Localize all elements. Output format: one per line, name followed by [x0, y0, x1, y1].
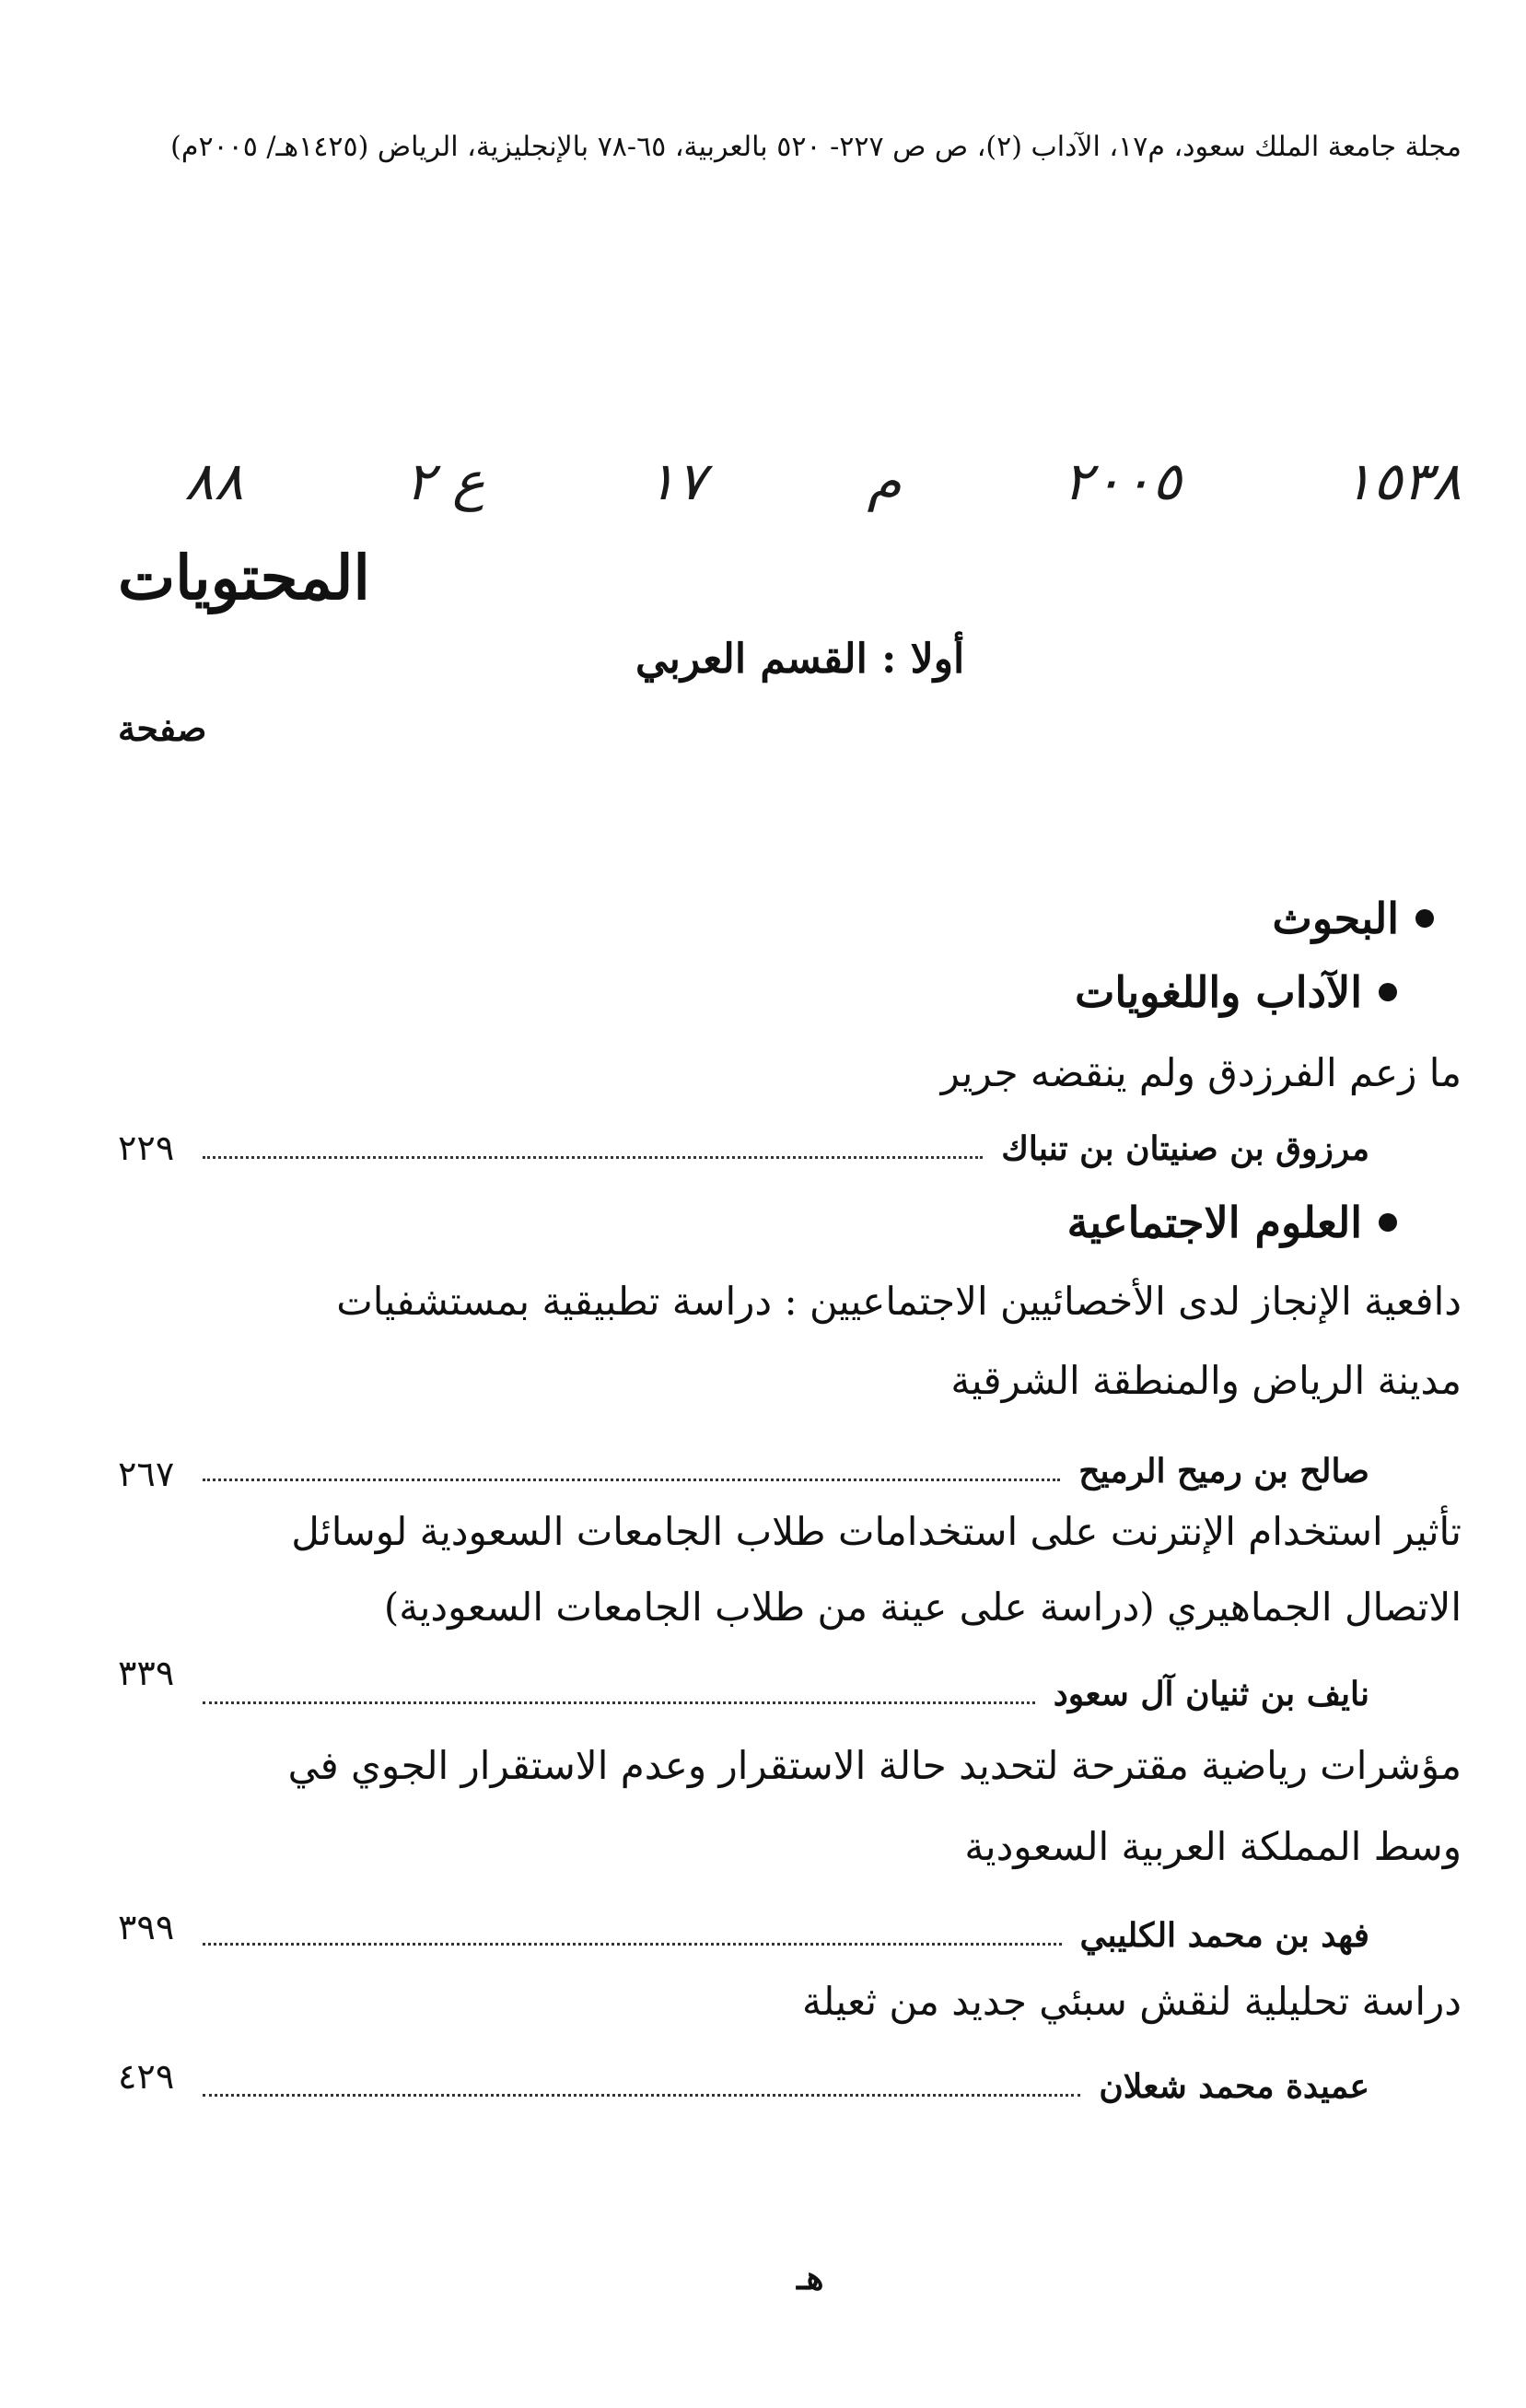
- dot-leader: [203, 2094, 1080, 2097]
- entry-title-line: مؤشرات رياضية مقترحة لتحديد حالة الاستقرار وعدم الاستقرار الجوي في: [287, 1743, 1462, 1788]
- entry-author: صالح بن رميح الرميح: [1078, 1452, 1369, 1490]
- entry-author: فهد بن محمد الكليبي: [1079, 1916, 1369, 1955]
- entry-author: نايف بن ثنيان آل سعود: [1053, 1675, 1369, 1713]
- entry-author-row: [184, 1909, 1369, 1955]
- heading-research: [1273, 894, 1434, 943]
- bullet-icon: [1379, 983, 1397, 1001]
- handwritten-notes: [184, 413, 1462, 514]
- heading-literature: [1075, 967, 1397, 1017]
- entry-page-number: ٤٢٩: [118, 2056, 175, 2097]
- heading-label: البحوث: [1272, 894, 1399, 943]
- entry-title-line: ما زعم الفرزدق ولم ينقضه جرير: [940, 1050, 1462, 1095]
- handwritten-note: ٢٠٠٥: [1062, 450, 1182, 513]
- entry-page-number: ٢٢٩: [118, 1128, 175, 1168]
- journal-citation-header: مجلة جامعة الملك سعود، م١٧، الآداب (٢)، ص ص ٢٢٧- ٥٢٠ بالعربية، ٦٥-٧٨ بالإنجليزية، الرياض (١٤٢٥هـ/ ٢٠٠٥م): [170, 131, 1462, 163]
- page-title: المحتويات: [118, 542, 370, 614]
- entry-title-line: وسط المملكة العربية السعودية: [964, 1824, 1462, 1869]
- entry-author-row: [184, 1444, 1369, 1490]
- entry-author-row: [184, 1122, 1369, 1168]
- entry-author-row: [184, 2060, 1369, 2106]
- page-marker: هـ: [797, 2259, 824, 2297]
- handwritten-note: ع ٢: [404, 450, 485, 513]
- page-column-label: صفحة: [118, 707, 207, 749]
- entry-page-number: ٢٦٧: [118, 1454, 175, 1494]
- entry-author: مرزوق بن صنيتان بن تنباك: [1001, 1129, 1369, 1168]
- entry-title-line: دافعية الإنجاز لدى الأخصائيين الاجتماعيين : دراسة تطبيقية بمستشفيات: [336, 1279, 1462, 1324]
- handwritten-note: ١٧: [646, 450, 706, 513]
- entry-title-line: مدينة الرياض والمنطقة الشرقية: [950, 1358, 1462, 1403]
- section-title: أولا : القسم العربي: [635, 636, 965, 683]
- dot-leader: [203, 1701, 1035, 1704]
- dot-leader: [203, 1479, 1060, 1481]
- entry-author: عميدة محمد شعلان: [1099, 2067, 1369, 2106]
- entry-title-line: الاتصال الجماهيري (دراسة على عينة من طلاب الجامعات السعودية): [383, 1584, 1462, 1630]
- heading-social-sciences: [1067, 1198, 1397, 1247]
- heading-label: العلوم الاجتماعية: [1066, 1198, 1362, 1247]
- bullet-icon: [1379, 1213, 1397, 1232]
- bullet-icon: [1415, 909, 1434, 928]
- entry-page-number: ٣٩٩: [118, 1907, 175, 1947]
- handwritten-note: م: [867, 450, 902, 513]
- entry-title-line: دراسة تحليلية لنقش سبئي جديد من ثعيلة: [801, 1979, 1462, 2024]
- entry-author-row: [184, 1667, 1369, 1713]
- entry-page-number: ٣٣٩: [118, 1653, 175, 1693]
- dot-leader: [203, 1156, 983, 1159]
- dot-leader: [203, 1943, 1062, 1946]
- heading-label: الآداب واللغويات: [1075, 967, 1362, 1017]
- entry-title-line: تأثير استخدام الإنترنت على استخدامات طلاب الجامعات السعودية لوسائل: [291, 1509, 1462, 1554]
- handwritten-note: ١٥٣٨: [1343, 450, 1462, 513]
- handwritten-note: ٨٨: [184, 450, 244, 513]
